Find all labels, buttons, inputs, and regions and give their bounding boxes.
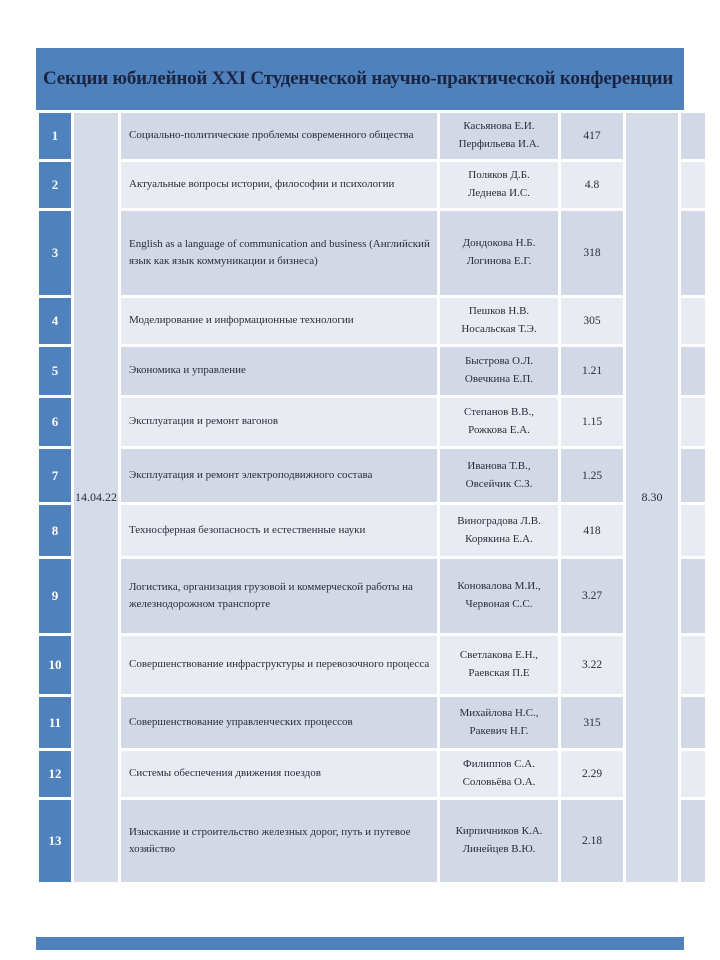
leader-line: Михайлова Н.С., [459,706,539,719]
leaders-cell [440,751,558,797]
row-number-cell: 5 [39,347,71,395]
leader-line: Кирпичников К.А. [455,825,543,838]
row-number-cell: 11 [39,697,71,748]
empty-edge-cell [681,697,705,748]
room-cell: 318 [561,211,623,295]
room-cell: 305 [561,298,623,344]
leader-line: Филиппов С.А. [463,758,535,771]
empty-edge-cell [681,751,705,797]
room-cell: 417 [561,113,623,159]
table-row [39,636,705,694]
leader-line: Носальская Т.Э. [461,323,537,335]
empty-edge-cell [681,162,705,208]
section-name-cell: Техносферная безопасность и естественные науки [121,505,437,556]
section-name-cell: Системы обеспечения движения поездов [121,751,437,797]
table-row [39,211,705,295]
row-number-cell: 8 [39,505,71,556]
row-number-cell: 13 [39,800,71,882]
table-row [39,347,705,395]
row-number-cell: 9 [39,559,71,633]
room-cell: 315 [561,697,623,748]
table-row [39,697,705,748]
table-row [39,505,705,556]
leader-line: Овечкина Е.П. [464,373,534,385]
time-cell: 8.30 [626,113,678,882]
section-name-cell: Совершенствование инфраструктуры и перевозочного процесса [121,636,437,694]
section-name-cell: Изыскание и строительство железных дорог, путь и путевое хозяйство [121,800,437,882]
row-number-cell: 3 [39,211,71,295]
section-name-cell: Экономика и управление [121,347,437,395]
leaders-cell [440,162,558,208]
leader-line: Ракевич Н.Г. [469,724,529,737]
table-row [39,162,705,208]
room-cell: 3.27 [561,559,623,633]
section-name-cell: Актуальные вопросы истории, философии и психологии [121,162,437,208]
leader-line: Логинова Е.Г. [466,255,532,267]
empty-edge-cell [681,211,705,295]
title-band [36,48,684,110]
date-cell: 14.04.22 [74,113,118,882]
empty-edge-cell [681,800,705,882]
leaders-cell [440,636,558,694]
empty-edge-cell [681,298,705,344]
section-name-cell: Совершенствование управленческих процессов [121,697,437,748]
leaders-cell [440,800,558,882]
leader-line: Соловьёва О.А. [462,776,536,788]
row-number-cell: 7 [39,449,71,502]
room-cell: 3.22 [561,636,623,694]
leaders-cell [440,697,558,748]
empty-edge-cell [681,113,705,159]
footer-accent-bar [36,937,684,950]
leaders-cell [440,398,558,446]
empty-edge-cell [681,559,705,633]
leader-line: Касьянова Е.И. [463,120,535,133]
room-cell: 2.29 [561,751,623,797]
row-number-cell: 1 [39,113,71,159]
table-row [39,559,705,633]
section-name-cell: Эксплуатация и ремонт вагонов [121,398,437,446]
leader-line: Корякина Е.А. [465,532,533,545]
page-title: Секции юбилейной XXI Студенческой научно-практической конференции [43,68,674,90]
room-cell: 1.15 [561,398,623,446]
leaders-cell [440,449,558,502]
leader-line: Степанов В.В., [464,406,534,419]
leader-line: Быстрова О.Л. [464,355,534,368]
leader-line: Раевская П.Е [468,667,530,679]
leader-line: Леднева И.С. [468,187,530,199]
empty-edge-cell [681,505,705,556]
leader-line: Иванова Т.В., [467,459,531,472]
leader-line: Виноградова Л.В. [457,514,541,527]
table-row [39,113,705,159]
row-number-cell: 4 [39,298,71,344]
leader-line: Рожкова Е.А. [468,424,530,436]
row-number-cell: 2 [39,162,71,208]
leader-line: Коновалова М.И., [457,580,541,593]
row-number-cell: 10 [39,636,71,694]
row-number-cell: 6 [39,398,71,446]
leaders-cell [440,347,558,395]
section-name-cell: Логистика, организация грузовой и коммерческой работы на железнодорожном транспорте [121,559,437,633]
room-cell: 418 [561,505,623,556]
table-row [39,298,705,344]
table-row [39,449,705,502]
empty-edge-cell [681,347,705,395]
leader-line: Червоная С.С. [465,598,533,610]
room-cell: 1.21 [561,347,623,395]
leader-line: Поляков Д.Б. [468,169,530,182]
leaders-cell [440,113,558,159]
room-cell: 2.18 [561,800,623,882]
leader-line: Перфильева И.А. [458,138,540,150]
section-name-cell: English as a language of communication and business (Английский язык как язык коммуникации и бизнеса) [121,211,437,295]
leaders-cell [440,559,558,633]
table-row [39,800,705,882]
leader-line: Дондокова Н.Б. [462,237,536,250]
room-cell: 1.25 [561,449,623,502]
section-name-cell: Моделирование и информационные технологии [121,298,437,344]
leader-line: Светлакова Е.Н., [459,649,539,662]
section-name-cell: Социально-политические проблемы современного общества [121,113,437,159]
leader-line: Линейцев В.Ю. [462,843,536,855]
leader-line: Овсейчик С.З. [465,477,533,490]
table-row [39,398,705,446]
leaders-cell [440,211,558,295]
leader-line: Пешков Н.В. [468,305,530,318]
leaders-cell [440,298,558,344]
conference-sections-table [36,110,708,885]
leaders-cell [440,505,558,556]
row-number-cell: 12 [39,751,71,797]
empty-edge-cell [681,449,705,502]
empty-edge-cell [681,398,705,446]
empty-edge-cell [681,636,705,694]
table-row [39,751,705,797]
section-name-cell: Эксплуатация и ремонт электроподвижного состава [121,449,437,502]
room-cell: 4.8 [561,162,623,208]
